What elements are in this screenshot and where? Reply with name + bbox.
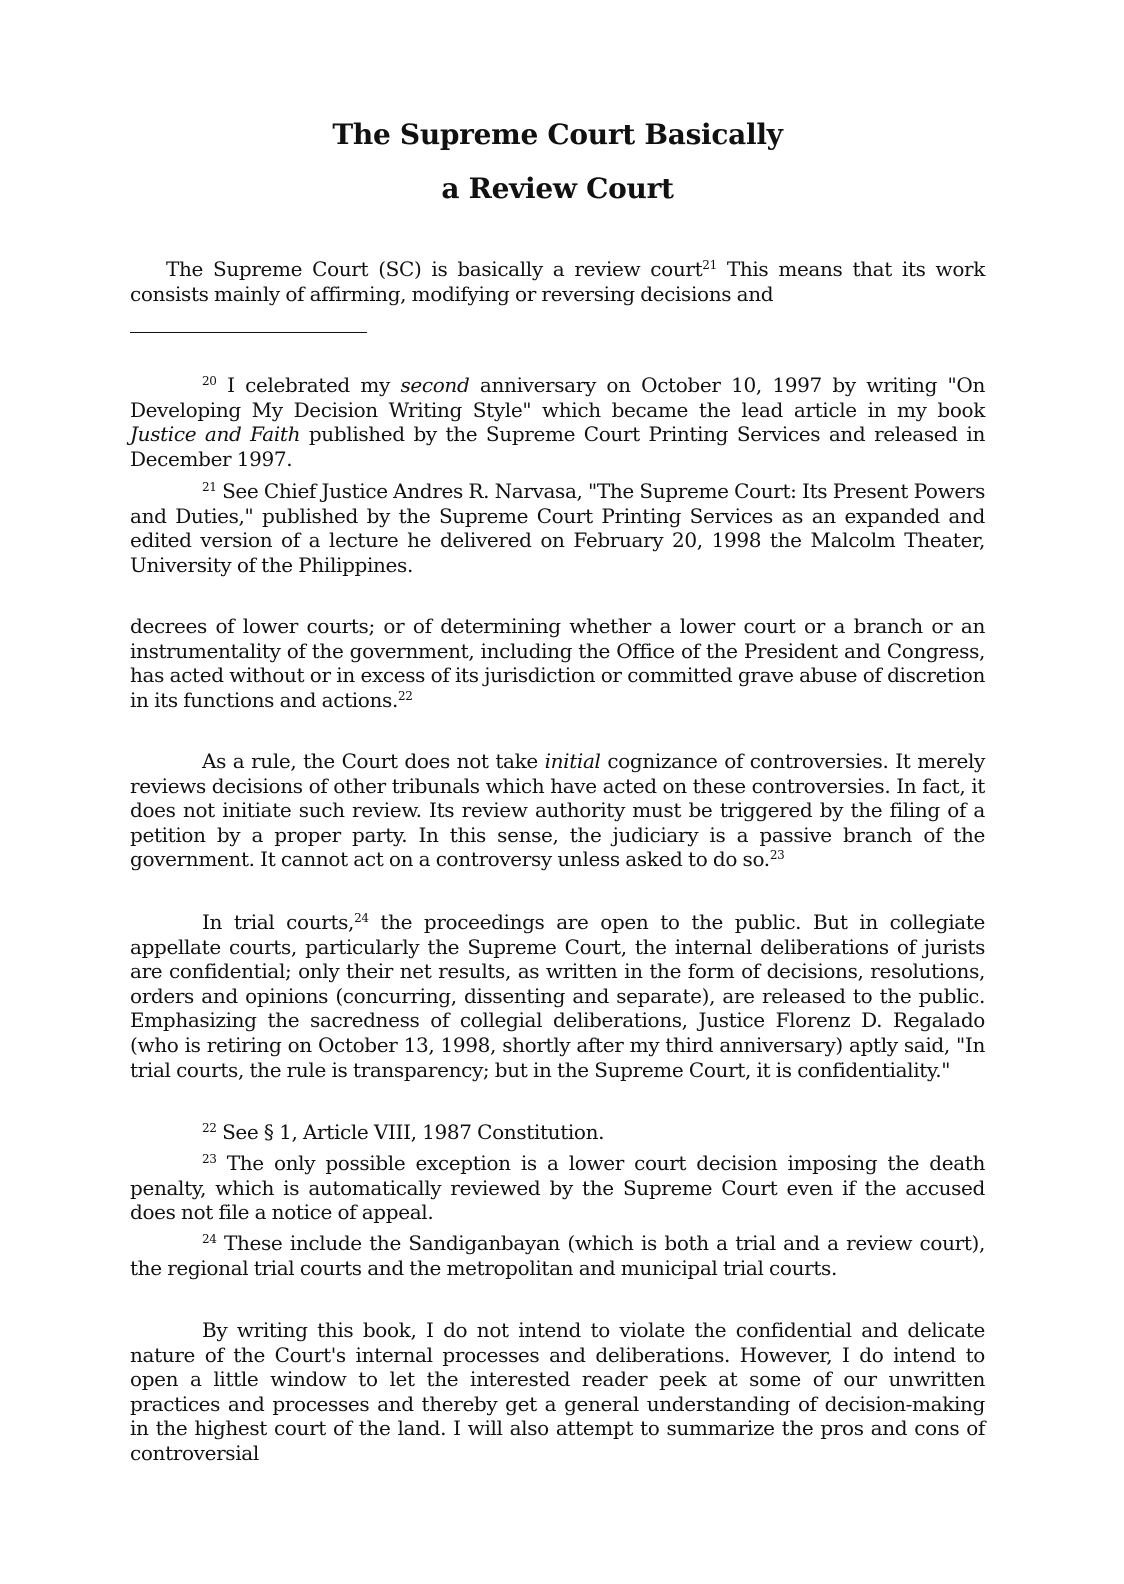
footnote-22-text: See § 1, Article VIII, 1987 Constitution. xyxy=(216,1120,605,1144)
footnote-22 xyxy=(130,1120,985,1145)
footnote-ref-24: 24 xyxy=(354,911,369,925)
paragraph-4-text-a: In trial courts, xyxy=(202,910,355,934)
footnote-24 xyxy=(130,1231,985,1280)
footnote-divider xyxy=(130,332,367,333)
footnote-20-text-d: Justice and Faith xyxy=(130,422,301,447)
footnote-21-text: See Chief Justice Andres R. Narvasa, "The Supreme Court: Its Present Powers and Duties," published by the Supreme Court Printing Services as an expanded and edited version of a lecture he delivered on February 20, 1998 the Malcolm Theater, University of the Philippines. xyxy=(130,479,985,577)
footnote-20-text-b: second xyxy=(400,373,470,397)
footnote-number-21: 21 xyxy=(202,480,217,494)
footnote-20-text-c: anniversary on October 10, 1997 by writing "On Developing My Decision Writing Style" which became the lead article in my book xyxy=(130,373,985,422)
paragraph-1 xyxy=(130,257,985,306)
paragraph-1-text: The Supreme Court (SC) is basically a review court xyxy=(166,257,703,281)
paragraph-4 xyxy=(130,910,985,1082)
footnote-number-20: 20 xyxy=(202,374,217,388)
footnote-21 xyxy=(130,479,985,577)
paragraph-5-text: By writing this book, I do not intend to violate the confidential and delicate nature of the Court's internal processes and deliberations. However, I do intend to open a little window to let the interested reader peek at some of our unwritten practices and processes and thereby get a general understanding of decision-making in the highest court of the land. I will also attempt to summarize the pros and cons of controversial xyxy=(130,1318,985,1465)
footnote-number-22: 22 xyxy=(202,1121,217,1135)
footnote-24-text: These include the Sandiganbayan (which is both a trial and a review court), the regional trial courts and the metropolitan and municipal trial courts. xyxy=(130,1231,985,1280)
footnote-23 xyxy=(130,1151,985,1225)
footnote-23-text: The only possible exception is a lower court decision imposing the death penalty, which is automatically reviewed by the Supreme Court even if the accused does not file a notice of appeal. xyxy=(130,1151,985,1225)
paragraph-5 xyxy=(130,1318,985,1466)
paragraph-2-text: decrees of lower courts; or of determining whether a lower court or a branch or an instrumentality of the government, including the Office of the President and Congress, has acted without or in excess of its jurisdiction or committed grave abuse of discretion in its functions and actions. xyxy=(130,614,985,712)
title-line-2: a Review Court xyxy=(441,172,674,205)
paragraph-3 xyxy=(130,749,985,872)
footnote-20-text-a: I celebrated my xyxy=(216,373,401,397)
footnote-number-23: 23 xyxy=(202,1152,217,1166)
title-line-1: The Supreme Court Basically xyxy=(332,118,783,151)
footnote-ref-22: 22 xyxy=(397,688,413,703)
paragraph-3-text-b: initial xyxy=(544,749,601,773)
paragraph-2 xyxy=(130,614,985,712)
paragraph-4-text-b: the proceedings are open to the public. But in collegiate appellate courts, particularly the Supreme Court, the internal deliberations of jurists are confidential; only their net results, as written in the form of decisions, resolutions, orders and opinions (concurring, dissenting and separate), are released to the public. Emphasizing the sacredness of collegial deliberations, Justice Florenz D. Regalado (who is retiring on October 13, 1998, shortly after my third anniversary) aptly said, "In trial courts, the rule is transparency; but in the Supreme Court, it is confidentiality." xyxy=(130,910,985,1082)
footnote-number-24: 24 xyxy=(202,1232,217,1246)
paragraph-1-text-cont: This means that its work consists mainly of affirming, modifying or reversing decisions and xyxy=(130,257,985,306)
paragraph-3-text-a: As a rule, the Court does not take xyxy=(202,749,545,773)
footnote-ref-23: 23 xyxy=(769,848,785,863)
footnote-ref-21: 21 xyxy=(702,258,717,272)
footnote-20-text-e: published by the Supreme Court Printing Services and released in December 1997. xyxy=(130,422,985,471)
footnote-20 xyxy=(130,373,985,471)
paragraph-3-text-c: cognizance of controversies. It merely reviews decisions of other tribunals which have acted on these controversies. In fact, it does not initiate such review. Its review authority must be triggered by the filing of a petition by a proper party. In this sense, the judiciary is a passive branch of the government. It cannot act on a controversy unless asked to do so. xyxy=(130,749,985,872)
